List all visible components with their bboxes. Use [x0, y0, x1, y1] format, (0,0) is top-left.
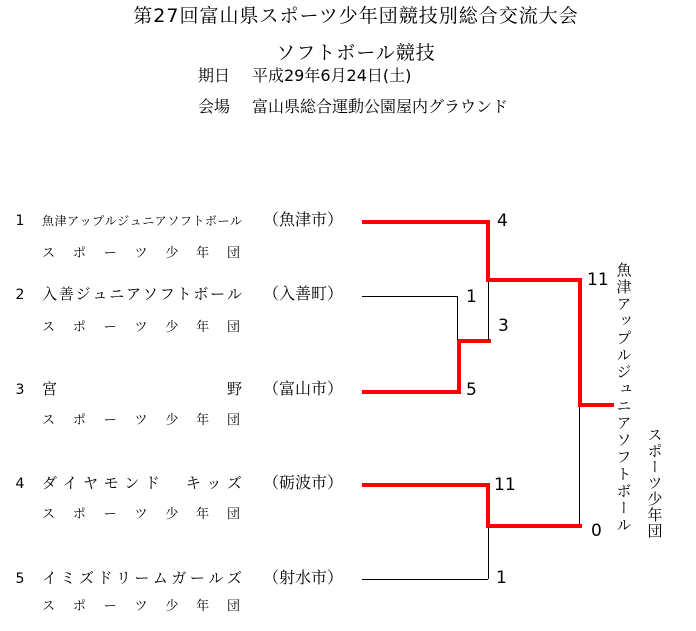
team-name: 魚 津 ア ッ プ ル ジ ュ ニ ア ソ フ ト ボ ー ル — [42, 214, 242, 228]
page-title: 第27回富山県スポーツ少年団競技別総合交流大会 — [133, 5, 579, 27]
bracket-line-semi1-winner-drop — [486, 220, 490, 282]
bracket-line-champion-out — [578, 403, 614, 407]
venue-value: 富山県総合運動公園屋内グラウンド — [252, 97, 509, 116]
bracket-line-semi2-winner-drop — [486, 483, 490, 528]
bracket-line-semi1-lower — [488, 282, 489, 340]
bracket-line-semi1-out — [486, 278, 581, 282]
bracket-line-semi2-out — [486, 524, 582, 528]
team-org: ス ポ ー ツ 少 年 団 — [42, 507, 240, 522]
team-org: ス ポ ー ツ 少 年 団 — [42, 599, 240, 614]
team-name: 宮 野 — [42, 380, 242, 398]
bracket-line-round1-upper — [457, 296, 458, 340]
team-name: ダ イ ヤ モ ン ド キ ッ ズ — [42, 474, 242, 492]
date-label: 期日 — [198, 66, 231, 85]
champion-org: スポーツ少年団 — [645, 427, 664, 539]
bracket-line-semi2-lower — [488, 528, 489, 579]
event-subtitle: ソフトボール競技 — [276, 42, 436, 64]
bracket-line-team4 — [362, 483, 490, 487]
date-value: 平成29年6月24日(土) — [252, 66, 412, 85]
team-city: （砺波市） — [263, 473, 344, 492]
score-semi2-bottom: 1 — [496, 568, 507, 588]
bracket-line-round1-winner-rise — [457, 339, 461, 394]
bracket-line-final-lower — [579, 407, 580, 525]
team-city: （魚津市） — [263, 210, 344, 229]
score-round1-top: 1 — [466, 287, 477, 307]
team-city: （富山市） — [263, 379, 344, 398]
score-round1-bottom: 5 — [466, 380, 477, 400]
score-final-bottom: 0 — [591, 521, 602, 541]
bracket-line-team3 — [362, 390, 461, 394]
team-org: ス ポ ー ツ 少 年 団 — [42, 320, 240, 335]
seed-number: 2 — [15, 287, 25, 303]
seed-number: 4 — [15, 476, 25, 492]
score-semi2-top: 11 — [494, 475, 516, 495]
seed-number: 5 — [15, 571, 25, 587]
score-semi1-bottom: 3 — [498, 316, 509, 336]
team-name: 入 善 ジ ュ ニ ア ソ フ ト ボ ー ル — [42, 285, 242, 303]
bracket-line-round1-out — [457, 339, 491, 343]
bracket-line-team5 — [362, 579, 488, 580]
team-name: イ ミ ズ ド リ ー ム ガ ー ル ズ — [42, 569, 242, 587]
bracket-line-team2 — [362, 296, 458, 297]
team-org: ス ポ ー ツ 少 年 団 — [42, 246, 240, 261]
seed-number: 3 — [15, 382, 25, 398]
venue-label: 会場 — [198, 97, 231, 116]
champion-name: 魚津アップルジュニアソフトボール — [614, 262, 633, 534]
bracket-line-final-winner-drop — [578, 278, 582, 407]
team-city: （射水市） — [263, 568, 344, 587]
score-final-top: 11 — [587, 270, 609, 290]
team-org: ス ポ ー ツ 少 年 団 — [42, 413, 240, 428]
bracket-line-team1 — [362, 220, 490, 224]
seed-number: 1 — [15, 213, 25, 229]
score-semi1-top: 4 — [497, 211, 508, 231]
team-city: （入善町） — [263, 284, 344, 303]
